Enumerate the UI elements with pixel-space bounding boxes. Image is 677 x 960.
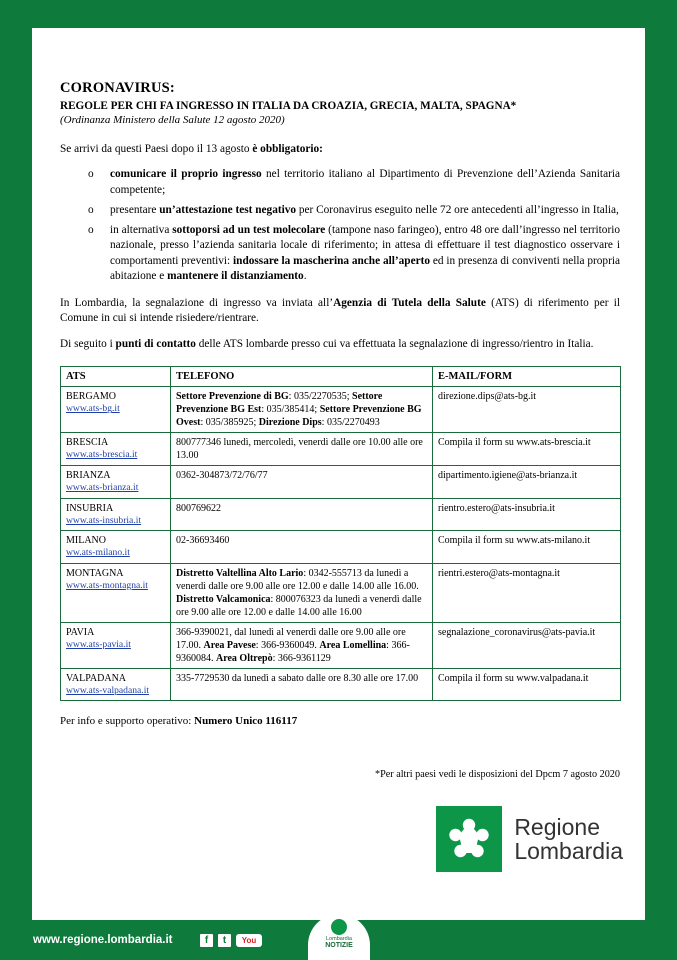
ats-contacts-table [60,366,621,702]
ats-phone-cell [171,531,433,563]
ats-website-link[interactable]: www.ats-valpadana.it [66,684,150,696]
logo-line-2: Lombardia [514,838,623,864]
document-sheet [32,28,645,920]
phone-part-1: Area Pavese [203,639,256,651]
ats-website-link[interactable]: www.ats-pavia.it [66,638,131,650]
obligation-1-part-1: un’attestazione test negativo [159,203,297,216]
table-row [61,498,621,530]
ats-name: BRESCIA [66,437,109,449]
ats-website-link[interactable]: www.ats-brianza.it [66,482,139,494]
phone-part-2: Settore Prevenzione BG Est [176,391,383,416]
facebook-icon[interactable]: f [200,934,213,947]
ats-phone-cell [171,563,433,622]
lombardia-part-2: (ATS) di riferimento per il Comune in cui si intende risiedere/rientrare. [60,297,620,325]
ats-name-cell [61,387,171,433]
phone-part-0: 02-36693460 [176,535,230,547]
ats-phone-cell [171,466,433,498]
support-note [60,715,620,727]
phone-part-7: : 035/2270493 [321,417,380,429]
table-row [61,622,621,668]
contatti-part-2: delle ATS lombarde presso cui va effettuata la segnalazione di ingresso/rientro in Italia. [195,337,594,350]
ats-name-cell [61,563,171,622]
bullet-marker-icon: o [88,168,94,181]
ats-phone-cell [171,622,433,668]
lombardia-part-0: In Lombardia, la segnalazione di ingresso va inviata all’ [60,297,334,309]
obligation-item [88,223,620,284]
lombardia-rose-icon [436,806,502,872]
phone-part-1: : 035/2270535; [288,391,353,403]
page-title: CORONAVIRUS: [60,80,175,96]
phone-part-3: Area Lomellina [319,639,387,651]
page-subtitle: REGOLE PER CHI FA INGRESSO IN ITALIA DA CROAZIA, GRECIA, MALTA, SPAGNA* [60,100,517,112]
obligation-item [88,167,620,198]
ats-name: INSUBRIA [66,502,114,514]
social-links [200,934,262,947]
ats-name-cell [61,531,171,563]
ats-website-link[interactable]: ww.ats-milano.it [66,547,130,559]
phone-part-6: Direzione Dips [258,417,322,429]
phone-part-2: Distretto Valcamonica [176,593,271,605]
youtube-icon[interactable]: You [236,934,262,947]
column-header-ats: ATS [61,366,171,387]
phone-part-4: : 366-9360084. [176,639,410,664]
support-part-1: Numero Unico 116117 [194,715,298,728]
obligation-2-part-1: sottoporsi ad un test molecolare [172,224,326,236]
lombardia-paragraph [60,296,620,327]
ats-email-cell: Compila il form su www.ats-brescia.it [433,433,621,466]
obligation-1-part-0: presentare [110,203,160,216]
intro-bold: è obbligatorio: [252,143,323,155]
phone-part-1: : 0342-555713 da lunedì a venerdì dalle ore 9.00 alle ore 12.00 e dalle 14.00 alle 16.00. [176,567,419,592]
table-row [61,668,621,700]
support-part-0: Per info e supporto operativo: [60,715,195,728]
twitter-icon[interactable]: t [218,934,231,947]
document-content [60,80,620,780]
ats-email-cell: segnalazione_coronavirus@ats-pavia.it [433,622,621,668]
phone-part-2: : 366-9360049. [255,639,320,651]
ats-name-cell [61,622,171,668]
column-header-telefono: TELEFONO [171,366,433,387]
phone-part-4: Settore Prevenzione BG Ovest [176,404,422,429]
obligation-0-part-0: comunicare il proprio ingresso [110,168,262,181]
intro-text: Se arrivi da questi Paesi dopo il 13 agosto [60,143,253,155]
table-row [61,387,621,433]
phone-part-0: Settore Prevenzione di BG [176,391,289,403]
ats-email-cell: Compila il form su www.ats-milano.it [433,531,621,563]
ats-phone-cell [171,498,433,530]
table-row [61,531,621,563]
obligation-2-part-0: in alternativa [110,224,173,236]
column-header-email: E-MAIL/FORM [433,366,621,387]
phone-part-5: Area Oltrepò [216,652,273,664]
ats-name: MONTAGNA [66,567,124,579]
ats-name: VALPADANA [66,672,127,684]
ats-website-link[interactable]: www.ats-brescia.it [66,449,138,461]
lombardia-part-1: Agenzia di Tutela della Salute [333,297,486,309]
ats-email-cell: direzione.dips@ats-bg.it [433,387,621,433]
table-row [61,433,621,466]
contatti-part-1: punti di contatto [115,337,196,350]
obligation-item [88,203,620,218]
ats-name-cell [61,466,171,498]
obligation-2-part-4: ed in presenza di conviventi nella propria abitazione e [110,254,620,282]
ats-phone-cell [171,433,433,466]
contacts-paragraph [60,337,620,352]
ats-name: MILANO [66,535,106,547]
phone-part-3: : 800076323 da lunedì a venerdì dalle ore 9.00 alle ore 12.00 e dalle 14.00 alle 16.00 [176,593,422,618]
ats-email-cell: rientri.estero@ats-montagna.it [433,563,621,622]
obligation-2-part-2: (tampone naso faringeo), entro 48 ore dall’ingresso nel territorio nazionale, presso l’azienda sanitaria locale di riferimento; in attesa di effettuare il test diagnostico osservare i comportamenti preventivi: [110,224,620,267]
intro-paragraph [60,142,620,157]
footer-website-link[interactable]: www.regione.lombardia.it [33,934,173,946]
ordinance-reference: (Ordinanza Ministero della Salute 12 agosto 2020) [60,114,285,126]
ats-name: BERGAMO [66,391,117,403]
footer-bar [0,920,677,960]
phone-part-0: 366-9390021, dal lunedì al venerdì dalle ore 9.00 alle ore 17.00. [176,626,406,651]
ats-name-cell [61,433,171,466]
notizie-line-1: Lombardia [326,936,352,942]
bullet-marker-icon: o [88,224,94,236]
phone-part-0: 800777346 lunedì, mercoledì, venerdì dalle ore 10.00 alle ore 13.00 [176,437,423,462]
phone-part-3: : 035/385414; [261,404,320,416]
ats-name: BRIANZA [66,470,111,482]
obligation-0-part-1: nel territorio italiano al Dipartimento di Prevenzione dell’Azienda Sanitaria competente; [110,168,620,196]
obligation-2-part-3: indossare la mascherina anche all’aperto [233,254,431,267]
lombardia-notizie-badge [308,914,370,960]
ats-website-link[interactable]: www.ats-bg.it [66,403,120,415]
ats-name-cell [61,668,171,700]
logo-wordmark [514,815,623,863]
phone-part-6: : 366-9361129 [272,652,331,664]
phone-part-5: : 035/385925; [200,417,259,429]
ats-website-link[interactable]: www.ats-montagna.it [66,579,148,591]
ats-website-link[interactable]: www.ats-insubria.it [66,514,142,526]
ats-phone-cell [171,668,433,700]
phone-part-0: 0362-304873/72/76/77 [176,470,268,482]
notizie-line-2: NOTIZIE [325,942,353,950]
ats-phone-cell [171,387,433,433]
table-row [61,563,621,622]
obligation-1-part-2: per Coronavirus eseguito nelle 72 ore antecedenti all’ingresso in Italia, [296,203,619,216]
phone-part-0: 335-7729530 da lunedì a sabato dalle ore 8.30 alle ore 17.00 [176,672,419,684]
ats-email-cell: rientro.estero@ats-insubria.it [433,498,621,530]
obligation-2-part-6: . [303,269,307,282]
obligations-list [60,167,620,284]
phone-part-0: Distretto Valtellina Alto Lario [176,567,304,579]
ats-name-cell [61,498,171,530]
dpcm-note: *Per altri paesi vedi le disposizioni del Dpcm 7 agosto 2020 [374,769,620,781]
ats-email-cell: dipartimento.igiene@ats-brianza.it [433,466,621,498]
regione-lombardia-logo [436,806,623,872]
phone-part-0: 800769622 [176,502,221,514]
notizie-mark-icon [331,919,347,935]
table-header-row [61,366,621,387]
logo-line-1: Regione [514,813,600,840]
obligation-2-part-5: mantenere il distanziamento [167,269,304,282]
ats-name: PAVIA [66,626,95,638]
table-row [61,466,621,498]
bullet-marker-icon: o [88,203,94,216]
ats-email-cell: Compila il form su www.valpadana.it [433,668,621,700]
contatti-part-0: Di seguito i [60,337,116,350]
